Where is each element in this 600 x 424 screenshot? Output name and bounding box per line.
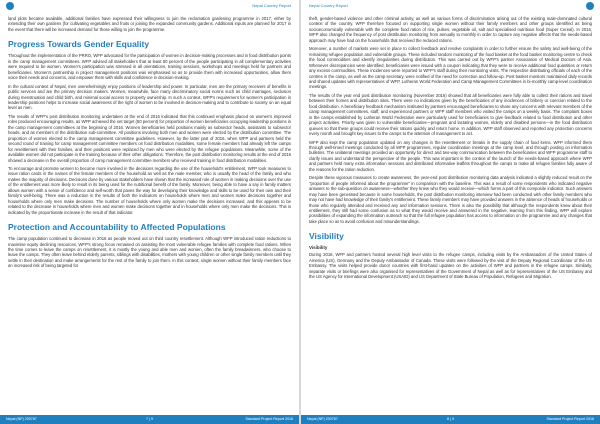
footer-report: Standard Project Report 2016 [245, 417, 293, 421]
section-heading-gender: Progress Towards Gender Equality [8, 39, 150, 50]
paragraph: theft, gender-based violence and other criminal activity, as well as various forms of discrimination arising out of the existing male-dominated cultural context of the country. WFP therefore focused on supporting single women without their family members and other groups identified as being socioeconomically vulnerable with the complete food ration of rice, pulses, vegetable oil, salt and specialised nutritious food (Super Cereal). In 2016, WFP also changed the frequency of post distribution monitoring from annually to monthly in order to capture any negative affects that the needs-based approach may have had on the households that received the reduced rations. [309, 16, 592, 43]
section-heading-visibility: Visibility [309, 231, 344, 242]
right-page [301, 0, 600, 424]
right-column [309, 16, 592, 283]
section-heading-protection: Protection and Accountability to Affected Populations [8, 222, 226, 233]
footer-page-number: 8 | 9 [447, 417, 454, 421]
intro-paragraph: land plots became available, additional families have expressed their willingness to join the reclamation gardening programme in 2017, either by extending their own gardens (for cultivating vegetables and fruits or joining the expanded community gardens. Additional inputs are planned for 2017 in the event that there will be increased demand for those willing to join the programme. [8, 16, 291, 32]
page-header [6, 2, 293, 12]
paragraph: The camp population continued to decrease in 2016 as people moved out on third country resettlement. Although WFP introduced ration reductions to maximise equity declining resources, WFP's strong focus remained on assisting the most vulnerable refugee families with complete food rations. When the time comes to leave the camps on resettlement, it is mostly the young and able men and women, often the family breadwinners, who choose to leave the camps. They often leave behind elderly parents, siblings with disabilities, mothers with young children or other single family members until they settle in their destination and make arrangements for the rest of the family to join them. In this context, single women without their family members face an increased risk of being targeted for [8, 236, 291, 269]
wfp-logo-icon [6, 2, 14, 10]
left-page [0, 0, 299, 424]
footer-project: Nepal (NP) 200787 [6, 417, 37, 421]
page-footer [301, 415, 600, 424]
paragraph: To encourage and promote women to become more involved in the decisions regarding the use of the household's entitlement, WFP took measures to issue ration cards in the names of the female members of the household as well as the male member, who is usually the head of the family and who makes the majority of decisions. Decisions done by various stakeholders have shown that the increased role of women in making decisions over the use of the entitlement was more likely to result in its being used for the nutritional benefit of the family. Moreover, being able to have a say in family matters allows women with a sense of confidence and self-worth that paves the way for developing their knowledge and skills to be used for their own and their family's well-being. There was a reduction in the results of both the indicators on households where men and women make decisions together and households where only men make decisions. The number of households where only women make the decisions increased, and this appears to be related to the decrease in households where men and women make decisions together and in households where only men make the decisions. This is indicated by the proportionate increase in the result of that indicator. [8, 165, 291, 215]
footer-page-number: 7 | 9 [146, 417, 153, 421]
page-footer [0, 415, 299, 424]
paragraph: Moreover, a number of markets were set in place to collect feedback and resolve complaints in order to further ensure the safety and well-being of the remaining refugee population and vulnerable groups. These included random monitoring of the food basket at the food basket monitoring centre to check the food commodities and identify irregularities during distribution. This was carried out by WFP's partner Association of Medical Doctors of Asia. Whenever discrepancies were identified, beneficiaries were issued with a coupon indicating that they were to receive additional food quantities or return any excess commodities. These incidences were reported to WFP's staff during their monitoring visits. The respective distributing officials of each of the centres in the camp, as well as the camp secretary, were notified of the need for correction and follow-up. Post basket monitors maintained daily records and shared updates with representatives of WFP, Lutheran World Federation and Camp Management Committees in bi-monthly camp-level coordination meetings. [309, 46, 592, 90]
left-column [8, 16, 291, 272]
paragraph: The results of WFP's post distribution monitoring undertaken at the end of 2016 indicated that this continued emphasis placed on women's improved roles produced encouraging results, as WFP achieved the set target (50 percent) for proportion of women beneficiaries occupying leadership positions in the camp management committees at the beginning of 2016. Women beneficiaries held positions mainly as subsector heads, assistants to subsector heads, and as members of the distribution sub-committee. All positions involving both men and women were elected by the distribution committee. The proportion of women elected to the camp management committee guidelines. However, by the latter part of 2016, when WFP and partners held the second round of training for camp management committee members on food distribution modalities, some female members had already left the camps for resettlement with their families, and their positions were replaced by men who were elected by the refugee populations. Meanwhile, some of the available women did not participate in the training because of their other obligations. Therefore, the post distribution monitoring results at the end of 2016 showed a decrease in the overall proportion of camp management committee members who received training in food distribution modalities. [8, 113, 291, 163]
paragraph: Throughout the implementation of the PRRO, WFP advocated for the participation of women in decision-making processes and in food distribution points in the camp management committees. WFP advised all stakeholders that at least 50 percent of the people participating in all complementary activities were required to be women. Women's participation was stressed in all orientations, training sessions, workshops and meetings held for partners and beneficiaries. Women's partnership in project management positions was emphasised so as to provide them with increased opportunities, allow them voice their needs and concerns, and empower them with skills and confidence in decision-making. [8, 53, 291, 81]
paragraph: In the cultural context of Nepal, men overwhelmingly enjoy positions of leadership and power. In particular, men are the primary receivers of benefits in public services and are the primary decision makers. Women, meanwhile, face many discriminatory social norms such as child marriages, seclusion during menstruation and child birth, and minimal social access to property ownership. In such a context, WFP's requirement for women's participation in leadership positions helps to increase social awareness of the right of women to be involved in decision-making and to contribute to society on an equal level as men. [8, 83, 291, 111]
wfp-logo-icon [586, 2, 594, 10]
paragraph: During 2016, WFP and partners hosted several high level visits to the refugee camps, including visits by the Ambassadors of the United States of America (US), Germany and the Deputy Ambassador of Canada. These visits were followed by the visit of the Deputy Regional Coordinator of the US Embassy. The visits helped provide donor countries with first-hand updates on the activities of WFP and partners in the refugee camps. Similarly, separate visits or briefings were also organised for representatives of the Government of Nepal as well as for representatives of the US Embassy and the US Agency for International Development (USAID) and US Department of State Bureau of Population, Refugees and Migration. [309, 252, 592, 280]
page-header [307, 2, 594, 12]
header-title: Nepal Country Report [252, 3, 291, 8]
footer-project: Nepal (NP) 200787 [307, 417, 338, 421]
footer-report: Standard Project Report 2016 [546, 417, 594, 421]
paragraph: Despite these vigorous measures to create awareness, the year-end post distribution monitoring data analysis indicated a slightly reduced result on the "proportion of people informed about the programme" in comparison with the baseline. This was a result of some respondents who indicated negative answers to the sub-question on awareness—whether they knew who they would receive—which forms a part of this composite indicator. Such answers may have been generated because in some households, the post distribution monitoring interview had been conducted with other family members who may not have had knowledge of their family's entitlement. These family members may have provided answers in the absence of heads of households or those who regularly attended and received any and information sessions. There is also the possibility that although the respondents knew about their entitlement, they still had some confusion as to what they would receive and answered in the negative, learning from this finding, WFP will explore possibilities of expanding the information outreach so that the full refugee population has access to information on the programme and any changes that take place so as to avoid confusion and misunderstandings. [309, 175, 592, 224]
subheading-visibility: Visibility [309, 245, 328, 251]
paragraph: WFP also kept the camp population updated on any changes in the resettlement or breaks in the supply chain of food items. WFP informed them through well-timed meetings conducted by all WFP programmes, regular coordination meetings at the camp level, and through posting on information bulletins. The unilateral meetings provided an opportunity for direct and two-way communication between the beneficiaries and WFP programme staff to clarify issues and understand the perspective of the people. This was important in the context of the launch of the needs-based approach where WFP and partners held many extra information sessions and distributed informative leaflets throughout the camps to make all refugee families fully aware of the reasons for the ration reduction. [309, 139, 592, 172]
header-title: Nepal Country Report [309, 3, 348, 8]
paragraph: The results of the year end post distribution monitoring (November 2016) showed that all beneficiaries were fully able to collect their rations and travel between their homes and distribution sites. There were no indications given by the beneficiaries of any incidences of bribery or coercion related to the food distribution. A beneficiary feedback mechanism instituted by partners encouraged beneficiaries to share any concerns with relevant members of the camp management committees, staff, and experienced partners or WFP staff members who visited the camps on a weekly basis. The complaint boxes in the camps established by Lutheran World Federation were particularly used for beneficiaries to give feedback related to food distribution and other project activities. Priority was given to vulnerable beneficiaries—pregnant and lactating women, elderly and disabled persons—in the food distribution queues so that these groups could receive their rations quickly and return home. In addition, WFP staff observed and reported any protection concerns every month and brought key issues to the camps to the attention of management to act. [309, 92, 592, 137]
